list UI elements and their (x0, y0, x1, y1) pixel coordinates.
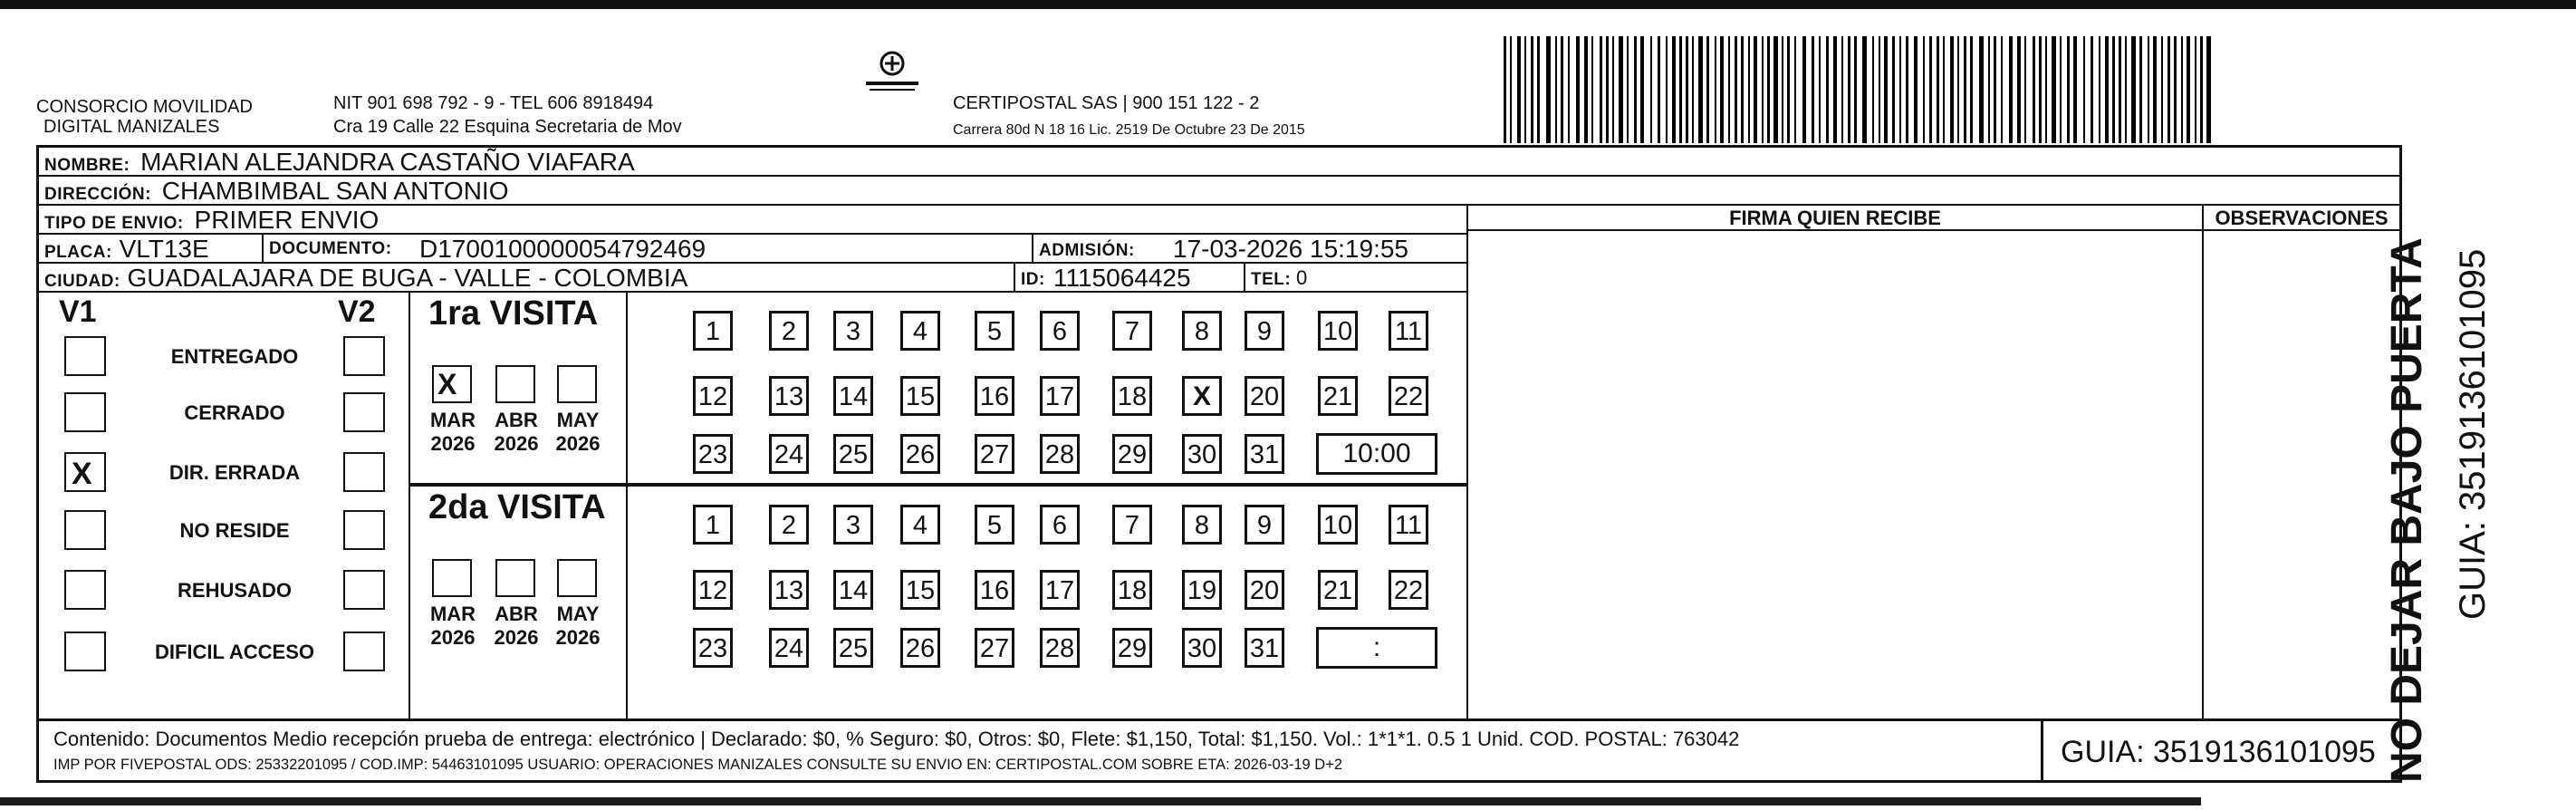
day-box[interactable]: 7 (1112, 505, 1152, 545)
day-box[interactable]: 18 (1112, 376, 1152, 416)
day-box[interactable]: 1 (693, 505, 733, 545)
tel-label: TEL: (1251, 270, 1292, 289)
day-box[interactable]: 8 (1182, 311, 1222, 351)
day-box[interactable]: 2 (769, 311, 809, 351)
status-label: DIFICIL ACCESO (154, 641, 314, 663)
day-box[interactable]: 14 (833, 376, 873, 416)
documento-label: DOCUMENTO: (269, 239, 392, 258)
v2-checkbox[interactable] (343, 570, 385, 610)
day-box[interactable]: 15 (900, 570, 940, 610)
day-box[interactable]: 23 (693, 434, 733, 474)
v2-label: V2 (338, 294, 376, 329)
year-label: 2026 (555, 626, 601, 649)
id-value: 1115064425 (1053, 264, 1191, 292)
day-box[interactable]: 1 (693, 311, 733, 351)
nit-phone: NIT 901 698 792 - 9 - TEL 606 8918494 (333, 93, 654, 113)
day-box[interactable]: 16 (975, 376, 1014, 416)
tipo-envio-value: PRIMER ENVIO (194, 206, 380, 234)
day-box[interactable]: 30 (1182, 628, 1222, 668)
v2-checkbox[interactable] (343, 452, 385, 492)
placa-value: VLT13E (119, 235, 209, 263)
month-checkbox[interactable] (432, 365, 472, 403)
month-label: MAY (556, 603, 600, 625)
v2-checkbox[interactable] (343, 510, 385, 550)
row-ciudad (39, 264, 1466, 293)
month-label: ABR (495, 409, 538, 431)
day-box[interactable]: 17 (1040, 376, 1080, 416)
footer-content: Contenido: Documentos Medio recepción prueba de entrega: electrónico | Declarado: $0, % Seguro: $0, Otros: $0, Flete: $1,150, Total: $1,150. Vol.: 1*1*1. 0.5 1 Unid. COD. POSTAL: 763042 (53, 728, 1740, 750)
day-box[interactable]: 27 (975, 434, 1014, 474)
status-area (39, 293, 1466, 718)
day-box[interactable]: 6 (1040, 311, 1080, 351)
side-warning: NO DEJAR BAJO PUERTA (2383, 237, 2431, 783)
row-direccion (39, 177, 2399, 206)
tel-value: 0 (1296, 266, 1308, 289)
month-checkbox[interactable] (557, 365, 597, 403)
day-box[interactable]: 7 (1112, 311, 1152, 351)
documento-value: D1700100000054792469 (419, 235, 706, 263)
direccion-label: DIRECCIÓN: (44, 185, 151, 204)
day-box[interactable]: 31 (1245, 434, 1284, 474)
day-box[interactable]: 4 (900, 311, 940, 351)
day-box[interactable]: 31 (1245, 628, 1284, 668)
day-box[interactable]: 29 (1112, 434, 1152, 474)
year-label: 2026 (430, 432, 476, 455)
v1-checkbox[interactable] (64, 336, 106, 376)
visit-time-field[interactable]: : (1316, 627, 1437, 669)
month-label: MAR (429, 409, 476, 431)
month-checkbox[interactable] (495, 559, 535, 597)
scan-bottom-edge (0, 797, 2201, 805)
footer-guia: GUIA: 3519136101095 (2061, 735, 2376, 769)
ciudad-value: GUADALAJARA DE BUGA - VALLE - COLOMBIA (127, 264, 688, 292)
placa-label: PLACA: (44, 243, 112, 262)
day-box[interactable]: 11 (1389, 311, 1428, 351)
day-check-mark: X (1192, 381, 1211, 411)
row-placa (39, 235, 1466, 264)
month-checkbox[interactable] (432, 559, 472, 597)
day-box[interactable]: 15 (900, 376, 940, 416)
v1-checkbox[interactable] (64, 392, 106, 432)
v1-checkbox[interactable] (64, 570, 106, 610)
day-box[interactable]: 24 (769, 628, 809, 668)
month-checkbox[interactable] (495, 365, 535, 403)
day-box[interactable]: 27 (975, 628, 1014, 668)
day-box[interactable]: 11 (1389, 505, 1428, 545)
v1-checkbox[interactable] (64, 452, 106, 492)
admision-label: ADMISIÓN: (1039, 241, 1135, 260)
observaciones-header: OBSERVACIONES (2215, 207, 2389, 229)
status-label: REHUSADO (178, 579, 292, 602)
day-box[interactable]: 13 (769, 376, 809, 416)
month-label: MAR (429, 603, 476, 625)
sender-address: Cra 19 Calle 22 Esquina Secretaria de Mov (333, 117, 682, 137)
v1-checkbox[interactable] (64, 632, 106, 671)
day-box[interactable]: 28 (1040, 434, 1080, 474)
scan-top-edge (0, 0, 2576, 9)
nombre-label: NOMBRE: (44, 156, 130, 175)
row-nombre (39, 148, 2399, 177)
day-box[interactable]: 21 (1318, 376, 1358, 416)
year-label: 2026 (430, 626, 476, 649)
status-label: CERRADO (184, 401, 285, 424)
day-box[interactable]: 28 (1040, 628, 1080, 668)
day-box[interactable]: 17 (1040, 570, 1080, 610)
day-box[interactable]: 9 (1245, 505, 1284, 545)
visit-title: 2da VISITA (428, 488, 606, 526)
certipostal-logo (860, 43, 924, 98)
day-box[interactable]: 12 (693, 570, 733, 610)
v1-check-mark: X (72, 457, 92, 491)
day-box[interactable]: 22 (1389, 376, 1428, 416)
firma-header: FIRMA QUIEN RECIBE (1729, 207, 1941, 229)
month-checkbox[interactable] (557, 559, 597, 597)
day-box[interactable]: 13 (769, 570, 809, 610)
day-box[interactable]: 25 (833, 434, 873, 474)
row-tipo-envio (39, 206, 1466, 235)
day-box[interactable]: 22 (1389, 570, 1428, 610)
day-box[interactable]: 3 (833, 311, 873, 351)
month-label: ABR (495, 603, 538, 625)
barcode (1504, 36, 2219, 143)
status-label: DIR. ERRADA (168, 461, 301, 484)
side-guia: GUIA: 3519136101095 (2453, 248, 2493, 620)
v2-checkbox[interactable] (343, 336, 385, 376)
day-box[interactable]: 12 (693, 376, 733, 416)
delivery-form (36, 145, 2402, 783)
day-box[interactable]: 20 (1245, 376, 1284, 416)
day-box[interactable]: 6 (1040, 505, 1080, 545)
month-label: MAY (556, 409, 600, 431)
v2-checkbox[interactable] (343, 632, 385, 671)
v1-label: V1 (59, 294, 97, 329)
day-box[interactable]: 26 (900, 628, 940, 668)
day-box[interactable]: 25 (833, 628, 873, 668)
day-box[interactable]: 2 (769, 505, 809, 545)
tipo-envio-label: TIPO DE ENVIO: (44, 214, 184, 233)
nombre-value: MARIAN ALEJANDRA CASTAÑO VIAFARA (140, 148, 635, 176)
day-box[interactable]: 16 (975, 570, 1014, 610)
day-box[interactable]: 10 (1318, 311, 1358, 351)
day-box[interactable]: 21 (1318, 570, 1358, 610)
day-box[interactable]: 8 (1182, 505, 1222, 545)
day-box[interactable]: 29 (1112, 628, 1152, 668)
carrier-address: Carrera 80d N 18 16 Lic. 2519 De Octubre 23 De 2015 (953, 122, 1305, 138)
year-label: 2026 (494, 626, 539, 649)
day-box[interactable]: 14 (833, 570, 873, 610)
direccion-value: CHAMBIMBAL SAN ANTONIO (161, 177, 509, 205)
id-label: ID: (1021, 270, 1045, 289)
day-box[interactable]: 20 (1245, 570, 1284, 610)
company-name-2: DIGITAL MANIZALES (43, 117, 220, 137)
day-box[interactable]: 30 (1182, 434, 1222, 474)
day-box[interactable]: 10 (1318, 505, 1358, 545)
month-check-mark: X (437, 368, 457, 400)
day-box[interactable]: 3 (833, 505, 873, 545)
status-label: ENTREGADO (170, 345, 299, 368)
company-name: CONSORCIO MOVILIDAD (36, 97, 253, 117)
day-box[interactable]: 19 (1182, 570, 1222, 610)
visit-time-field[interactable]: 10:00 (1316, 433, 1437, 475)
day-box[interactable]: 26 (900, 434, 940, 474)
day-box[interactable]: 18 (1112, 570, 1152, 610)
day-box[interactable]: 23 (693, 628, 733, 668)
v1-checkbox[interactable] (64, 510, 106, 550)
footer-print-info: IMP POR FIVEPOSTAL ODS: 25332201095 / COD.IMP: 54463101095 USUARIO: OPERACIONES MANIZALES CONSULTE SU ENVIO EN: CERTIPOSTAL.COM SOBRE ETA: 2026-03-19 D+2 (53, 757, 1343, 773)
admision-value: 17-03-2026 15:19:55 (1173, 235, 1408, 263)
year-label: 2026 (494, 432, 539, 455)
v2-checkbox[interactable] (343, 392, 385, 432)
day-box[interactable]: 4 (900, 505, 940, 545)
carrier-name: CERTIPOSTAL SAS | 900 151 122 - 2 (953, 93, 1260, 113)
status-label: NO RESIDE (179, 519, 290, 542)
visit-title: 1ra VISITA (428, 294, 599, 333)
day-box[interactable] (1182, 376, 1222, 416)
day-box[interactable]: 9 (1245, 311, 1284, 351)
day-box[interactable]: 5 (975, 505, 1014, 545)
year-label: 2026 (555, 432, 601, 455)
day-box[interactable]: 24 (769, 434, 809, 474)
ciudad-label: CIUDAD: (44, 272, 120, 291)
day-box[interactable]: 5 (975, 311, 1014, 351)
